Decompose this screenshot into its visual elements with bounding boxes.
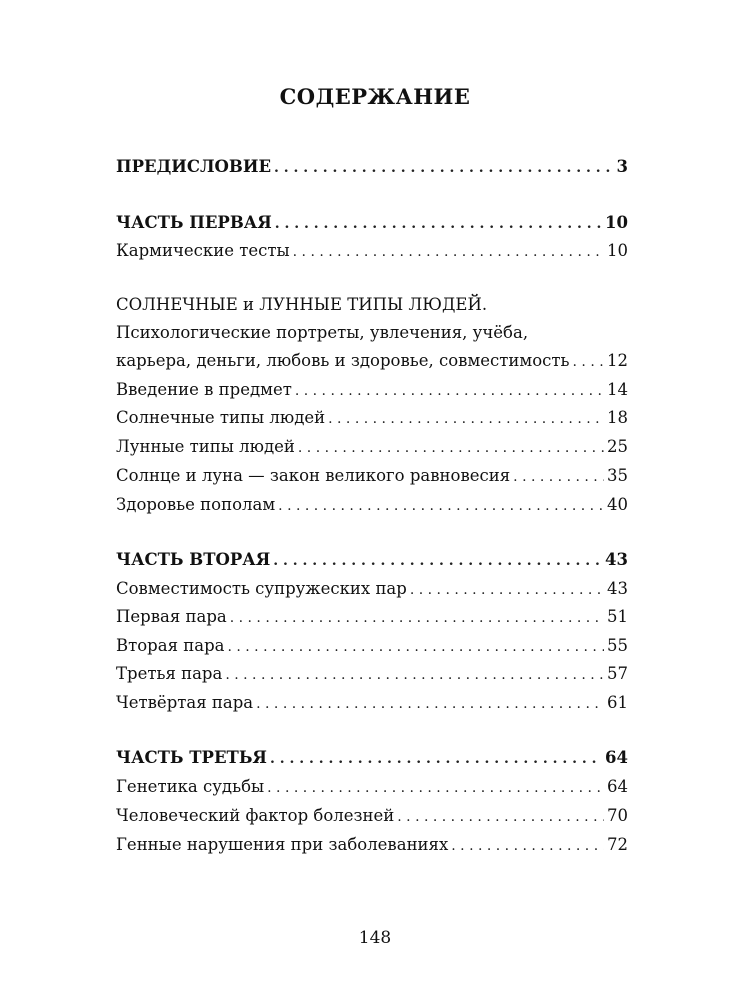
toc-entry-page: 55 [607,636,628,655]
toc-entry-page: 43 [607,579,628,598]
dot-leader [513,464,604,490]
toc-entry[interactable] [116,803,628,829]
toc-entry-page: 14 [607,380,628,399]
toc-entry[interactable] [116,832,628,858]
toc-entry-page: 18 [607,408,628,427]
toc-entry-title: Генетика судьбы [116,777,265,796]
toc-entry-page: 10 [607,241,628,260]
toc-entry-page: 43 [605,550,628,569]
toc-section-line: СОЛНЕЧНЫЕ и ЛУННЫЕ ТИПЫ ЛЮДЕЙ. [116,295,488,314]
toc-part-heading[interactable] [116,210,628,236]
dot-leader [293,239,604,265]
toc-entry-page: 10 [605,213,628,232]
dot-leader [275,211,602,237]
dot-leader [225,662,604,688]
toc-entry-title: Совместимость супружеских пар [116,579,407,598]
dot-leader [274,155,613,181]
dot-leader [278,493,604,519]
toc-entry[interactable] [116,690,628,716]
page-number: 148 [358,928,392,948]
toc-entry[interactable] [116,434,628,460]
toc-entry-title: Здоровье пополам [116,495,276,514]
toc-entry-title: Лунные типы людей [116,437,295,456]
dot-leader [227,634,604,660]
dot-leader [328,406,604,432]
page-title: СОДЕРЖАНИЕ [279,84,471,109]
toc-entry[interactable] [116,576,628,602]
dot-leader [267,775,604,801]
toc-entry-title: Солнечные типы людей [116,408,326,427]
toc-entry-page: 3 [616,157,628,176]
toc-entry-title: Введение в предмет [116,380,292,399]
toc-entry-preface[interactable] [116,154,628,180]
toc-entry[interactable] [116,238,628,264]
toc-entry-page: 72 [607,835,628,854]
toc-entry-title: Четвёртая пара [116,693,254,712]
toc-entry[interactable] [116,463,628,489]
toc-entry-title: Солнце и луна — закон великого равновесия [116,466,511,485]
dot-leader [573,349,604,375]
toc-part-heading[interactable] [116,547,628,573]
toc-entry[interactable] [116,633,628,659]
toc-entry-title: Кармические тесты [116,241,290,260]
toc-entry-title: карьера, деньги, любовь и здоровье, совместимость [116,351,570,370]
toc-entry-page: 64 [605,748,628,767]
toc-entry[interactable] [116,405,628,431]
toc-entry-page: 64 [607,777,628,796]
toc-entry[interactable] [116,492,628,518]
toc-entry[interactable] [116,348,628,374]
dot-leader [298,435,604,461]
toc-section-line: Психологические портреты, увлечения, учёба, [116,323,529,342]
toc-entry[interactable] [116,661,628,687]
dot-leader [273,548,602,574]
dot-leader [410,577,604,603]
toc-entry-title: ЧАСТЬ ПЕРВАЯ [116,213,272,232]
toc-entry[interactable] [116,604,628,630]
dot-leader [397,804,604,830]
toc-entry-page: 35 [607,466,628,485]
toc-entry[interactable] [116,377,628,403]
toc-entry-page: 51 [607,607,628,626]
toc-entry-page: 61 [607,693,628,712]
toc-entry-title: Человеческий фактор болезней [116,806,395,825]
dot-leader [230,605,604,631]
toc-entry-page: 12 [607,351,628,370]
toc-entry-page: 70 [607,806,628,825]
toc-entry-title: ЧАСТЬ ВТОРАЯ [116,550,271,569]
toc-entry[interactable] [116,774,628,800]
toc-entry-title: Третья пара [116,664,223,683]
dot-leader [295,378,604,404]
toc-entry-page: 40 [607,495,628,514]
toc-entry-page: 25 [607,437,628,456]
toc-entry-title: Первая пара [116,607,227,626]
toc-entry-page: 57 [607,664,628,683]
dot-leader [270,746,602,772]
toc-entry-title: Генные нарушения при заболеваниях [116,835,449,854]
dot-leader [451,833,604,859]
toc-entry-title: ПРЕДИСЛОВИЕ [116,157,272,176]
toc-entry-title: ЧАСТЬ ТРЕТЬЯ [116,748,267,767]
dot-leader [256,691,604,717]
toc-part-heading[interactable] [116,745,628,771]
toc-entry-title: Вторая пара [116,636,225,655]
